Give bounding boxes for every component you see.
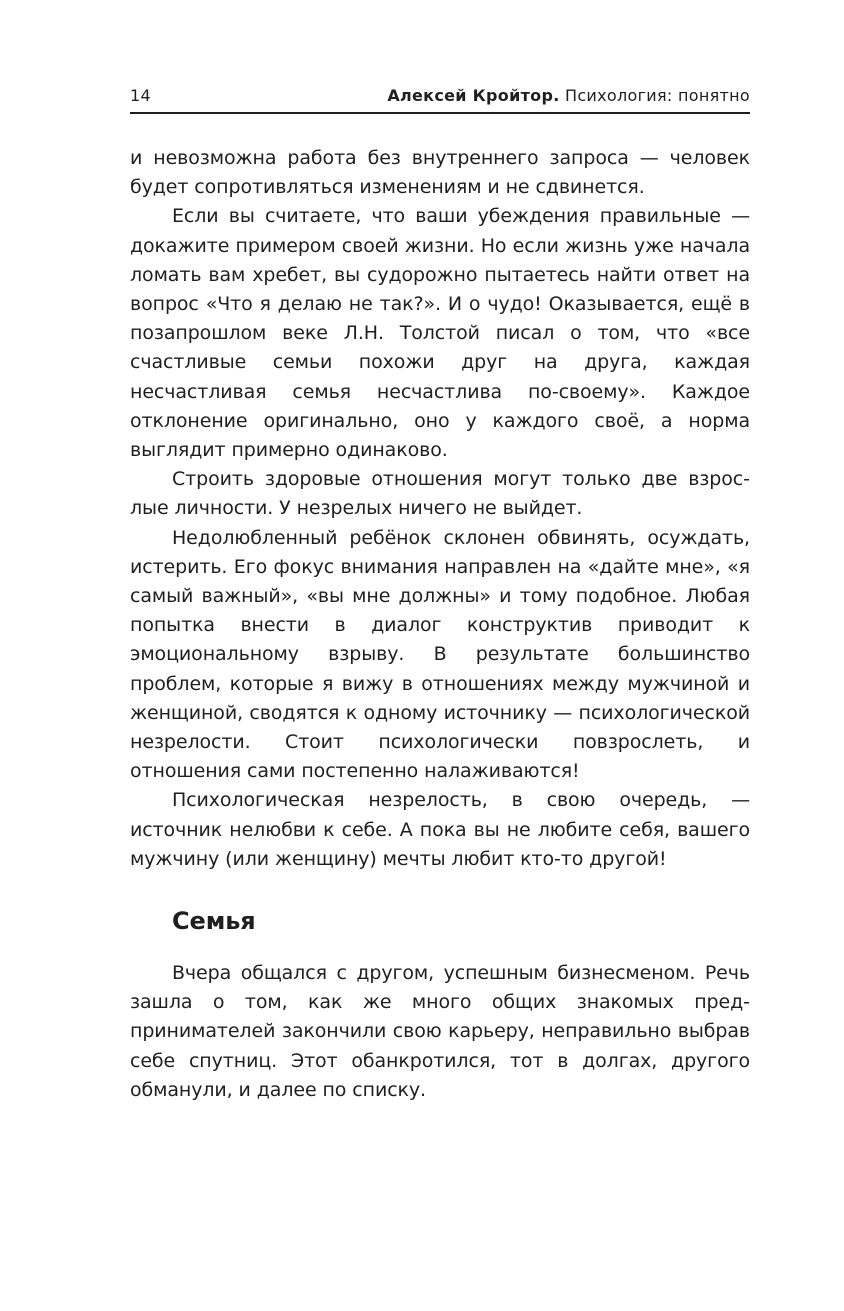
paragraph: Вчера общался с другом, успешным бизнесменом. Речь зашла о том, как же много общих знакомых предпринимателей закончили свою карьеру, неправильно выбрав себе спутниц. Этот обанкротился, тот в долгах, другого обманули, и далее по списку. xyxy=(130,962,750,1101)
section-heading: Семья xyxy=(172,907,256,936)
running-header xyxy=(130,82,750,114)
paragraph: и невозможна работа без внутреннего запроса — человек будет сопротивляться изменениям и не сдвинется. xyxy=(130,147,750,199)
header-book-info xyxy=(387,82,750,110)
book-page xyxy=(130,82,750,1105)
header-author: Алексей Кройтор. xyxy=(387,86,560,105)
body-text xyxy=(130,144,750,1105)
paragraph: Строить здоровые отношения могут только две взрослые личности. У незрелых ничего не выйдет. xyxy=(130,468,750,520)
page-number: 14 xyxy=(130,86,151,105)
paragraph: Недолюбленный ребёнок склонен обвинять, осуждать, истерить. Его фокус внимания направлен на «дайте мне», «я самый важный», «вы мне должны» и тому подобное. Любая попытка внести в диалог конструктив приводит к эмоциональному взрыву. В результате большинство проблем, которые я вижу в отношениях между мужчиной и женщиной, сводятся к одному источнику — психологической незрелости. Стоит психологически повзрослеть, и отношения сами постепенно налаживаются! xyxy=(130,526,750,783)
header-book-title: Психология: понятно xyxy=(564,86,750,105)
paragraph: Если вы считаете, что ваши убеждения правильные — докажите примером своей жизни. Но если жизнь уже начала ломать вам хребет, вы судорожно пытаетесь найти ответ на вопрос «Что я делаю не так?». И о чудо! Оказывается, ещё в позапрошлом веке Л.Н. Толстой писал о том, что «все счастливые семьи похожи друг на друга, каждая несчастливая семья несчастлива по-своему». Каждое отклонение оригинально, оно у каждого своё, а норма выглядит примерно одинаково. xyxy=(130,205,750,462)
paragraph: Психологическая незрелость, в свою очередь, — источник нелюбви к себе. А пока вы не любите себя, вашего мужчину (или женщину) мечты любит кто-то другой! xyxy=(130,789,750,870)
